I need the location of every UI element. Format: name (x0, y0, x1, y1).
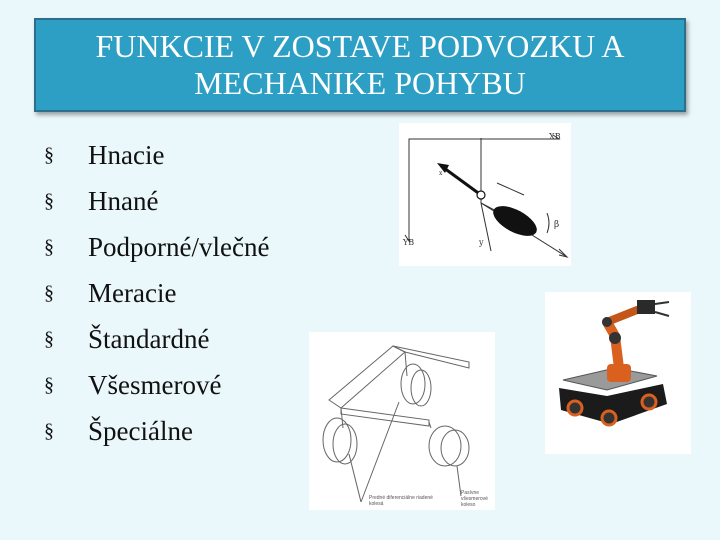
robot-arm-image (545, 292, 691, 454)
list-item-label: Meracie (88, 277, 177, 308)
list-item-label: Špeciálne (88, 415, 193, 446)
chassis-wheel-svg (309, 332, 495, 510)
list-item (44, 408, 269, 454)
axis-label-x: x (439, 170, 443, 177)
caption-front-wheels: Predné diferenciálne riadené kolesá (369, 495, 433, 507)
bullet-marker: § (44, 373, 54, 396)
bullet-marker: § (44, 281, 54, 304)
bullet-marker: § (44, 189, 54, 212)
list-item (44, 224, 269, 270)
slide-title-line-2: MECHANIKE POHYBU (194, 65, 526, 101)
list-item (44, 178, 269, 224)
list-item-label: Všesmerové (88, 369, 222, 400)
axis-label-yb: YB (403, 238, 415, 247)
slide-title (34, 18, 686, 112)
axis-label-y: y (479, 238, 484, 247)
wheel-vector-svg (399, 123, 571, 266)
wheel-vector-diagram (399, 123, 571, 266)
bullet-marker: § (44, 143, 54, 166)
bullet-marker: § (44, 419, 54, 442)
robot-arm-svg (545, 292, 691, 454)
list-item-label: Hnacie (88, 139, 165, 170)
slide-title-line-1: FUNKCIE V ZOSTAVE PODVOZKU A (95, 28, 625, 64)
axis-label-xb: XB (549, 132, 561, 141)
list-item-label: Hnané (88, 185, 159, 216)
list-item (44, 316, 269, 362)
list-item-label: Štandardné (88, 323, 210, 354)
list-item-label: Podporné/vlečné (88, 231, 270, 262)
caption-passive-wheel: Pasívne všesmerové koleso (461, 490, 488, 508)
bullet-list (44, 132, 269, 454)
chassis-wheel-diagram (309, 332, 495, 510)
list-item (44, 132, 269, 178)
list-item (44, 362, 269, 408)
list-item (44, 270, 269, 316)
bullet-marker: § (44, 235, 54, 258)
angle-label-beta: β (554, 220, 560, 230)
bullet-marker: § (44, 327, 54, 350)
